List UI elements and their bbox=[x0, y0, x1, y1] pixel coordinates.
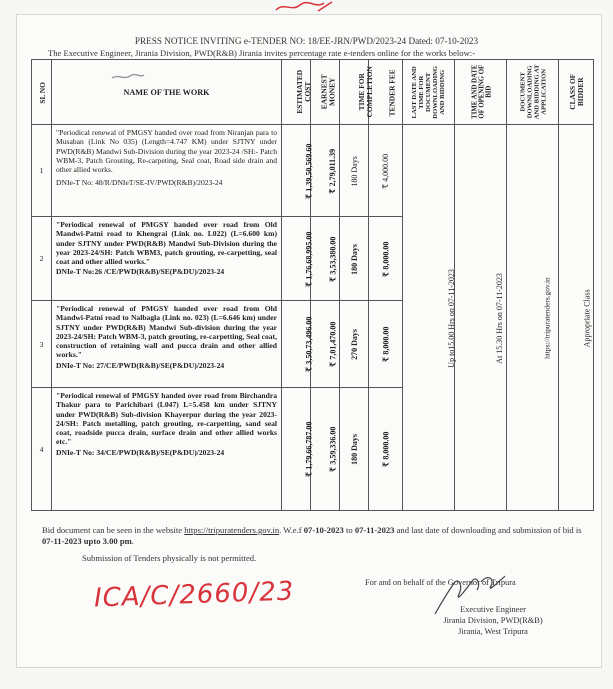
header-name: NAME OF THE WORK bbox=[52, 60, 282, 125]
row-sl: 2 bbox=[32, 217, 52, 301]
portal-cell: https://tripuratenders.gov.in bbox=[507, 125, 559, 511]
row-earnest: ₹ 3,59,336.00 bbox=[311, 388, 340, 511]
row-cost: ₹ 3,50,73,496.00 bbox=[282, 301, 311, 388]
row-sl: 1 bbox=[32, 125, 52, 217]
last-date-cell: Up to15.00 Hrs on 07-11-2023 bbox=[403, 125, 455, 511]
row-work: "Periodical renewal of PMGSY handed over road from Old Mandwi-Patni road to Khengrai (Link no. L022) (L=6.600 km) under SJTNY under PWD(R&B) Mandwi Sub-Division during the year 2023-24/SH: Patch WBM3, patch grouting, re-carpetting, seal coat and other allied works." DNIe-T No:26 /CE/PWD(R&B)/SE(P&DU)/2023-24 bbox=[52, 217, 282, 301]
row-fee: ₹ 8,000.00 bbox=[369, 388, 403, 511]
row-fee: ₹ 8,000.00 bbox=[369, 217, 403, 301]
signatory-location: Jirania, West Tripura bbox=[458, 626, 528, 636]
row-work: "Periodical renewal of PMGSY handed over road from Birchandra Thakur para to Parichibari (L047) L=5.458 km under SJTNY under PWD(R&B) Sub-division Khayerpur during the year 2023-24/SH: Patch metalling, patch grouting, re-carpetting, sand seal coat, roadside pucca drain, surface drain and other allied works etc." DNIe-T No: 34/CE/PWD(R&B)/SE(P&DU)/2023-24 bbox=[52, 388, 282, 511]
header-opening: TIME AND DATE OF OPENING OF BID bbox=[455, 60, 507, 125]
row-earnest: ₹ 2,79,011.39 bbox=[311, 125, 340, 217]
notice-title: PRESS NOTICE INVITING e-TENDER NO: 18/EE-JRN/PWD/2023-24 Dated: 07-10-2023 bbox=[134, 36, 479, 46]
row-time: 180 Days bbox=[340, 217, 369, 301]
signatory-block bbox=[388, 605, 598, 638]
row-work: "Periodical renewal of PMGSY handed over road from Old Mandwi-Patni road to Nalbagla (Link no. 023) (L=6.646 km) under SJTNY under PWD(R&B) Mandwi Sub-division during the year 2023-24/SH: Patch WBM-3, patch grouting, re-carpetting, Seal coat, construction of retaining wall and pucca drain and other allied works." DNIe-T No: 27/CE/PWD(R&B)/SE(P&DU)/2023-24 bbox=[52, 301, 282, 388]
row-fee: ₹ 8,000.00 bbox=[369, 301, 403, 388]
row-sl: 3 bbox=[32, 301, 52, 388]
handwritten-reference: ICA/C/2660/23 bbox=[93, 576, 295, 614]
header-sl: SL NO bbox=[32, 60, 52, 125]
row-cost: ₹ 1,76,68,995.00 bbox=[282, 217, 311, 301]
header-lastdate: LAST DATE AND TIME FOR DOCUMENT DOWNLOADING AND BIDDING bbox=[403, 60, 455, 125]
row-earnest: ₹ 7,01,470.00 bbox=[311, 301, 340, 388]
row-earnest: ₹ 3,53,380.00 bbox=[311, 217, 340, 301]
signatory-title: Executive Engineer bbox=[460, 605, 526, 614]
row-cost: ₹ 1,79,66,787.00 bbox=[282, 388, 311, 511]
header-class: CLASS OF BIDDER bbox=[559, 60, 594, 125]
table-header-row bbox=[32, 60, 594, 125]
header-earnest: EARNEST MONEY bbox=[311, 60, 340, 125]
row-dnit: DNIe-T No: 48/R/DNIeT/SE-IV/PWD(R&B)/2023-24 bbox=[56, 178, 223, 188]
header-fee: TENDER FEE bbox=[369, 60, 403, 125]
header-cost: ESTIMATED COST bbox=[282, 60, 311, 125]
notice-intro: The Executive Engineer, Jirania Division, PWD(R&B) Jirania invites percentage rate e-tenders online for the works below:- bbox=[48, 48, 476, 58]
signatory-division: Jirania Division, PWD(R&B) bbox=[443, 615, 543, 625]
bid-document-note: Bid document can be seen in the website https://tripuratenders.gov.in. W.e.f 07-10-2023 to 07-11-2023 and last date of downloading and submission of bid is 07-11-2023 upto 3.00 pm. bbox=[42, 525, 582, 546]
handwritten-scribble bbox=[272, 0, 342, 14]
row-fee: ₹ 4,000.00 bbox=[369, 125, 403, 217]
row-time: 180 Days bbox=[340, 388, 369, 511]
header-completion: TIME FOR COMPLETION bbox=[340, 60, 369, 125]
row-work: "Periodical renewal of PMGSY handed over road from Niranjan para to Musaban (Link No 035) (Length=4.747 KM) under SJTNY under PWD(R&B) Mandwi Sub-Division during the year 2023-24 /SH:- Patch WBM-3, Patch Grouting, Re-carpeting, Seal coat, Road side drain and other allied works. DNIe-T No: 48/R/DNIeT/SE-IV/PWD(R&B)/2023-24 bbox=[52, 125, 282, 217]
opening-date-cell: At 15.30 Hrs on 07-11-2023 bbox=[455, 125, 507, 511]
physical-submission-note: Submission of Tenders physically is not permitted. bbox=[82, 553, 257, 563]
header-document: DOCUMENT DOWNLOADING AND BIDDING AT APPLICATION bbox=[507, 60, 559, 125]
row-time: 180 Days bbox=[340, 125, 369, 217]
tender-portal-link[interactable]: https://tripuratenders.gov.in bbox=[184, 525, 280, 535]
behalf-line: For and on behalf of the Governor of Tripura bbox=[365, 578, 516, 587]
row-dnit: DNIe-T No:26 /CE/PWD(R&B)/SE(P&DU)/2023-24 bbox=[56, 267, 225, 277]
row-dnit: DNIe-T No: 34/CE/PWD(R&B)/SE(P&DU)/2023-24 bbox=[56, 447, 225, 457]
row-sl: 4 bbox=[32, 388, 52, 511]
row-cost: ₹ 1,39,50,569.60 bbox=[282, 125, 311, 217]
class-cell: Appropriate Class bbox=[559, 125, 594, 511]
table-row bbox=[32, 125, 594, 217]
row-time: 270 Days bbox=[340, 301, 369, 388]
tender-table bbox=[31, 59, 594, 511]
row-dnit: DNIe-T No: 27/CE/PWD(R&B)/SE(P&DU)/2023-24 bbox=[56, 360, 225, 370]
